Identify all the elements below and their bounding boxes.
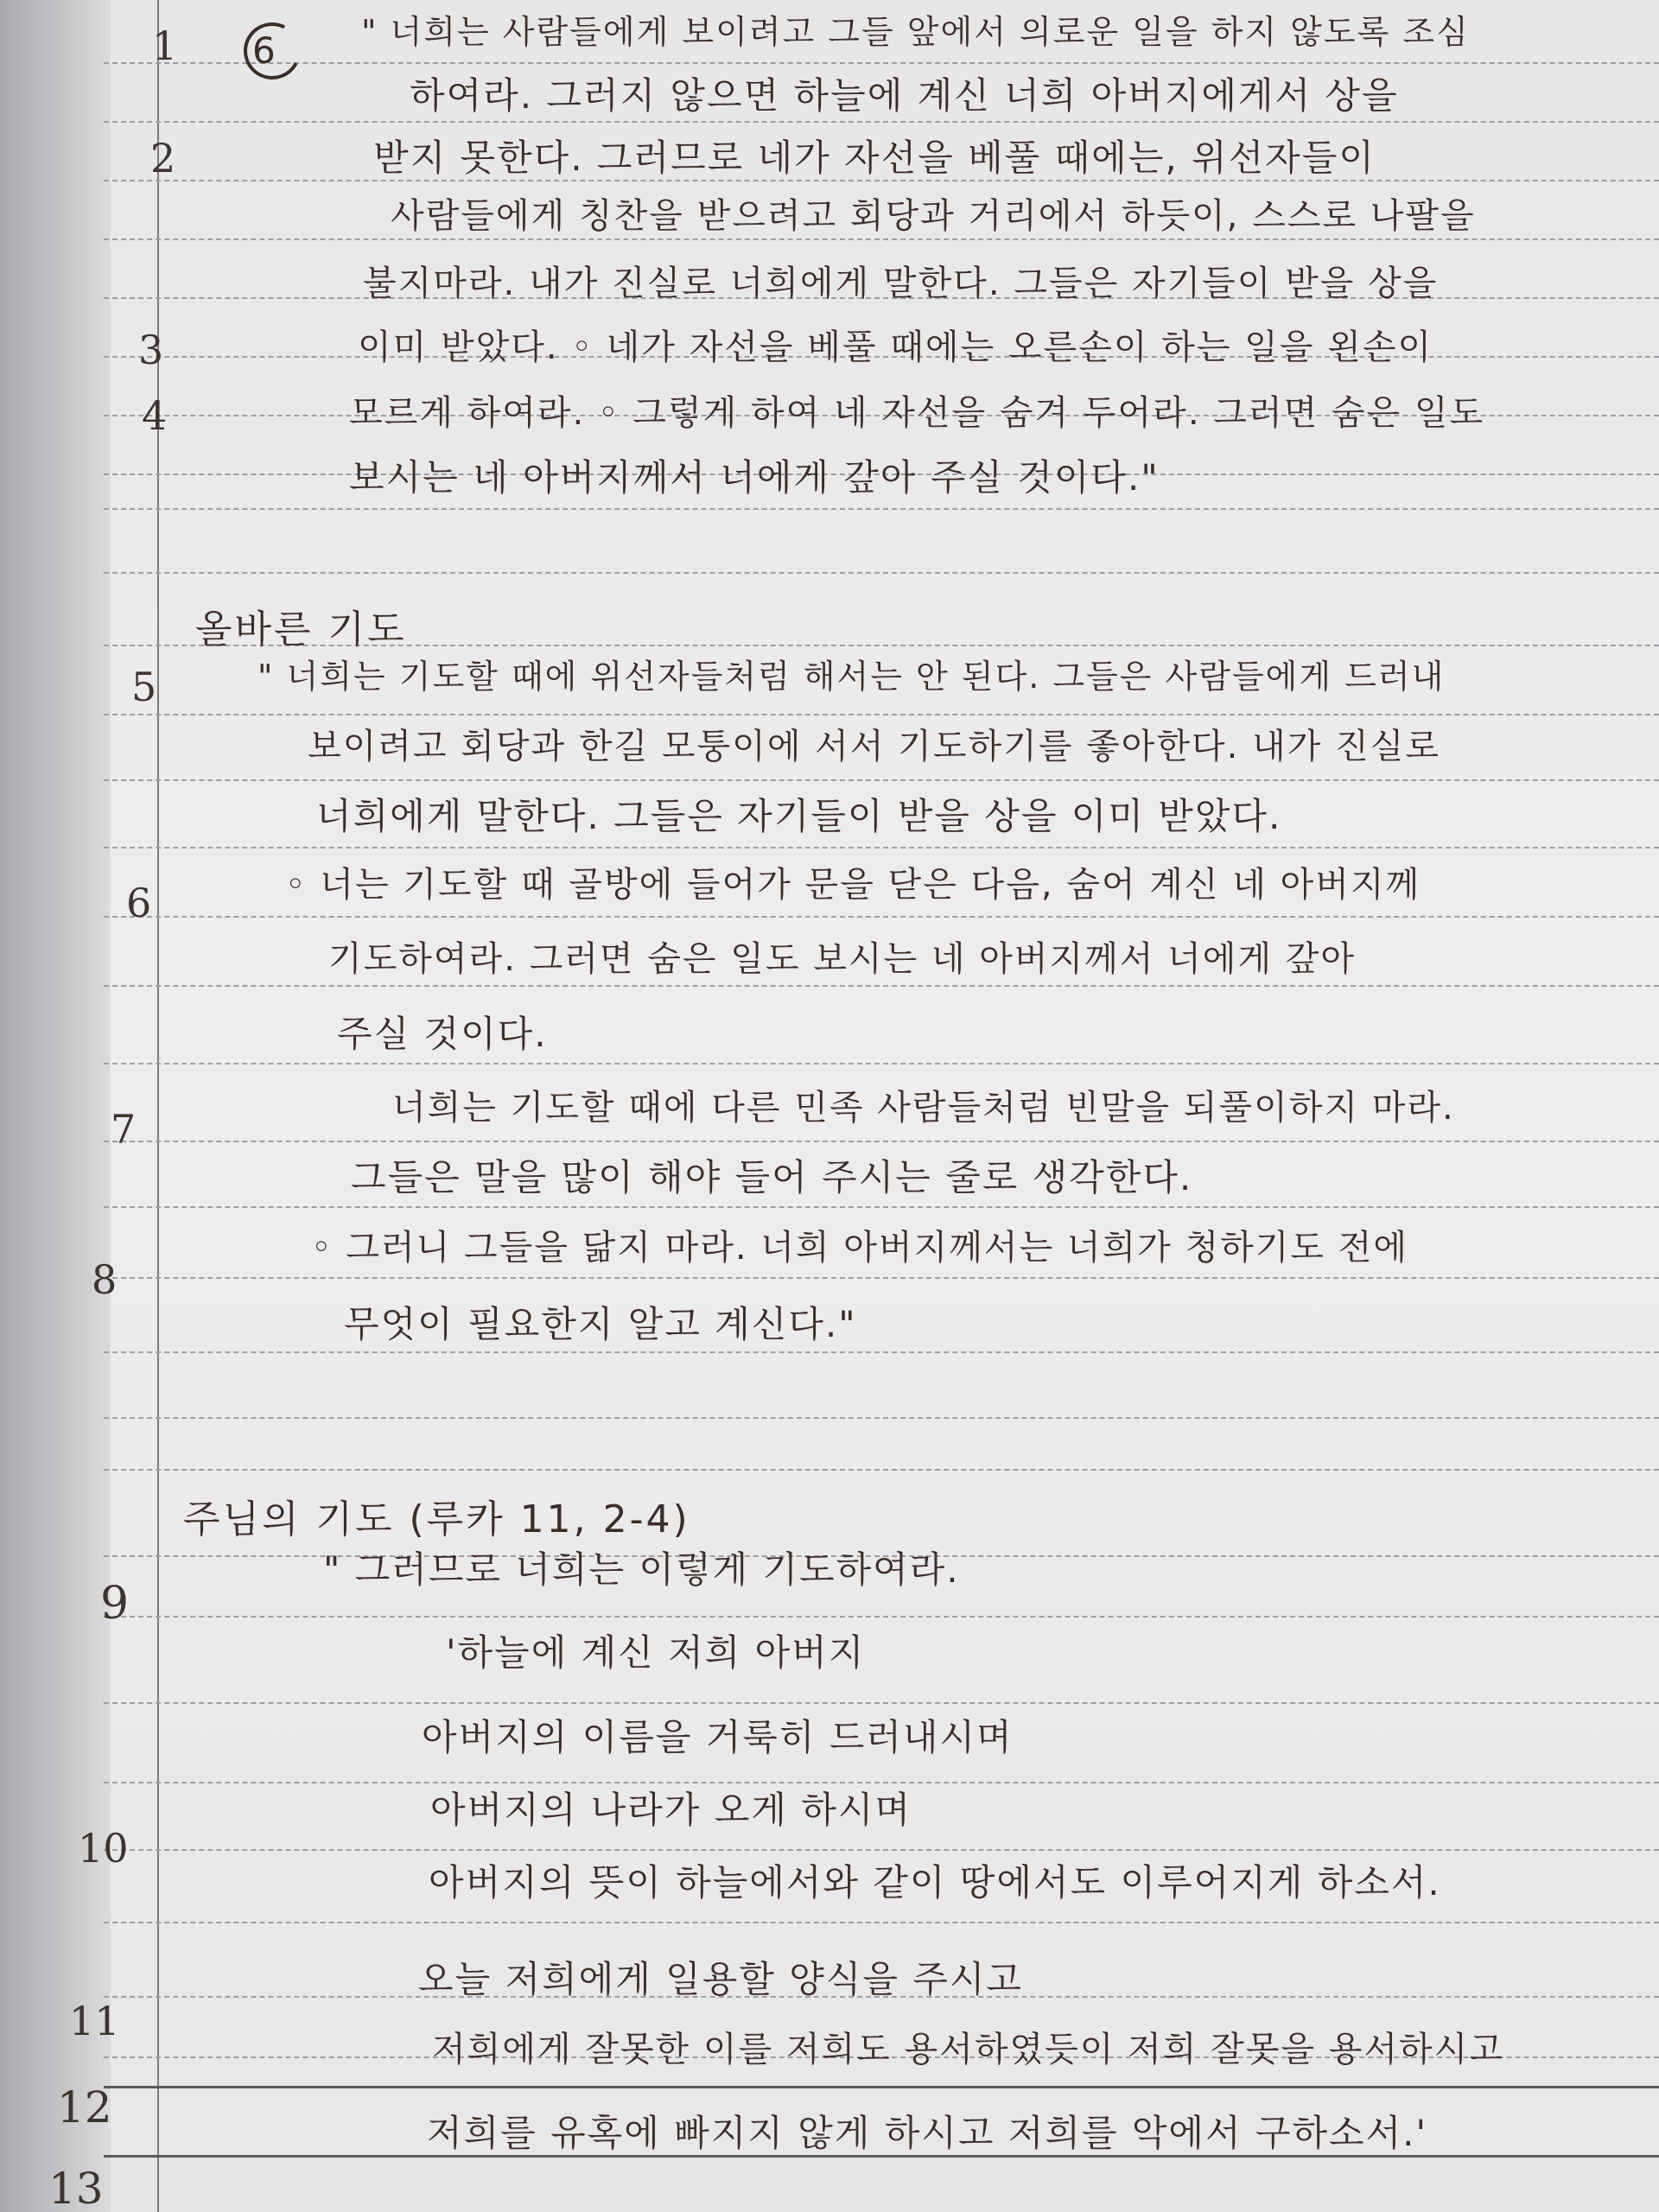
verse-line: " 너희는 사람들에게 보이려고 그들 앞에서 의로운 일을 하지 않도록 조심 bbox=[361, 13, 1470, 51]
verse-line: 아버지의 나라가 오게 하시며 bbox=[430, 1789, 912, 1831]
chapter-mark: 6 bbox=[252, 29, 276, 72]
ruled-line bbox=[104, 121, 1659, 123]
ruled-line bbox=[104, 1063, 1659, 1065]
verse-number: 5 bbox=[131, 664, 157, 710]
ruled-line bbox=[104, 1417, 1659, 1419]
verse-line: " 그러므로 너희는 이렇게 기도하여라. bbox=[323, 1548, 960, 1591]
verse-line: 무엇이 필요한지 알고 계신다." bbox=[344, 1303, 857, 1345]
verse-number: 6 bbox=[126, 880, 152, 926]
verse-number: 9 bbox=[100, 1578, 130, 1630]
ruled-line bbox=[104, 508, 1659, 510]
verse-line: 저희에게 잘못한 이를 저희도 용서하였듯이 저희 잘못을 용서하시고 bbox=[432, 2030, 1504, 2069]
verse-number: 12 bbox=[57, 2082, 112, 2133]
verse-number: 2 bbox=[150, 135, 176, 181]
verse-line: 오늘 저희에게 일용할 양식을 주시고 bbox=[418, 1958, 1023, 2000]
verse-number: 13 bbox=[48, 2164, 104, 2212]
ruled-line bbox=[104, 985, 1659, 987]
verse-number: 10 bbox=[78, 1825, 129, 1872]
ruled-line bbox=[104, 1277, 1659, 1279]
ruled-line bbox=[104, 180, 1659, 181]
ruled-line bbox=[104, 62, 1659, 64]
verse-line: 받지 못한다. 그러므로 네가 자선을 베풀 때에는, 위선자들이 bbox=[373, 137, 1376, 179]
verse-line: 주실 것이다. bbox=[337, 1013, 548, 1055]
ruled-line bbox=[104, 1141, 1659, 1142]
ruled-line bbox=[104, 1702, 1659, 1704]
verse-number: 11 bbox=[69, 1998, 120, 2044]
verse-line: 아버지의 뜻이 하늘에서와 같이 땅에서도 이루어지게 하소서. bbox=[429, 1861, 1441, 1904]
heavy-rule bbox=[104, 2086, 1659, 2088]
verse-line: 그들은 말을 많이 해야 들어 주시는 줄로 생각한다. bbox=[351, 1156, 1193, 1198]
verse-line: 기도하여라. 그러면 숨은 일도 보시는 네 아버지께서 너에게 갚아 bbox=[328, 939, 1357, 979]
verse-number: 4 bbox=[142, 392, 168, 439]
verse-number: 7 bbox=[111, 1106, 137, 1153]
verse-line: 보시는 네 아버지께서 너에게 갚아 주실 것이다." bbox=[349, 456, 1160, 499]
ruled-line bbox=[104, 1782, 1659, 1783]
ruled-line bbox=[104, 572, 1659, 574]
heavy-rule bbox=[104, 2155, 1659, 2158]
section-heading: 주님의 기도 (루카 11, 2-4) bbox=[183, 1497, 690, 1541]
binding-strip bbox=[0, 0, 111, 2212]
ruled-line bbox=[104, 1469, 1659, 1471]
ruled-line bbox=[104, 847, 1659, 849]
verse-line: '하늘에 계신 저희 아버지 bbox=[446, 1631, 866, 1674]
verse-line: 아버지의 이름을 거룩히 드러내시며 bbox=[422, 1716, 1014, 1758]
verse-line: ◦ 너는 기도할 때 골방에 들어가 문을 닫은 다음, 숨어 계신 네 아버지께 bbox=[285, 865, 1421, 905]
ruled-line bbox=[104, 779, 1659, 781]
verse-number: 3 bbox=[138, 327, 164, 373]
ruled-line bbox=[104, 238, 1659, 240]
ruled-line bbox=[104, 1616, 1659, 1618]
ruled-line bbox=[104, 714, 1659, 715]
verse-number: 8 bbox=[92, 1256, 118, 1303]
verse-line: ◦ 그러니 그들을 닮지 마라. 너희 아버지께서는 너희가 청하기도 전에 bbox=[311, 1228, 1409, 1268]
ruled-line bbox=[104, 1849, 1659, 1851]
verse-number: 1 bbox=[152, 22, 178, 69]
verse-line: 너희에게 말한다. 그들은 자기들이 받을 상을 이미 받았다. bbox=[316, 795, 1282, 837]
ruled-line bbox=[104, 916, 1659, 918]
verse-line: 너희는 기도할 때에 다른 민족 사람들처럼 빈말을 되풀이하지 마라. bbox=[392, 1088, 1455, 1128]
verse-line: 하여라. 그러지 않으면 하늘에 계신 너희 아버지에게서 상을 bbox=[410, 74, 1399, 117]
verse-line: 모르게 하여라. ◦ 그렇게 하여 네 자선을 숨겨 두어라. 그러면 숨은 일도 bbox=[349, 393, 1485, 433]
ruled-line bbox=[104, 1922, 1659, 1923]
verse-line: 보이려고 회당과 한길 모퉁이에 서서 기도하기를 좋아한다. 내가 진실로 bbox=[308, 727, 1440, 766]
verse-line: 저희를 유혹에 빠지지 않게 하시고 저희를 악에서 구하소서.' bbox=[427, 2112, 1428, 2154]
verse-line: 이미 받았다. ◦ 네가 자선을 베풀 때에는 오른손이 하는 일을 왼손이 bbox=[358, 327, 1433, 367]
ruled-line bbox=[104, 1351, 1659, 1353]
ruled-line bbox=[104, 1206, 1659, 1208]
verse-line: 불지마라. 내가 진실로 너희에게 말한다. 그들은 자기들이 받을 상을 bbox=[363, 264, 1439, 303]
verse-line: " 너희는 기도할 때에 위선자들처럼 해서는 안 된다. 그들은 사람들에게 드러내 bbox=[257, 658, 1446, 696]
section-heading: 올바른 기도 bbox=[195, 607, 407, 652]
verse-line: 사람들에게 칭찬을 받으려고 회당과 거리에서 하듯이, 스스로 나팔을 bbox=[391, 196, 1476, 236]
